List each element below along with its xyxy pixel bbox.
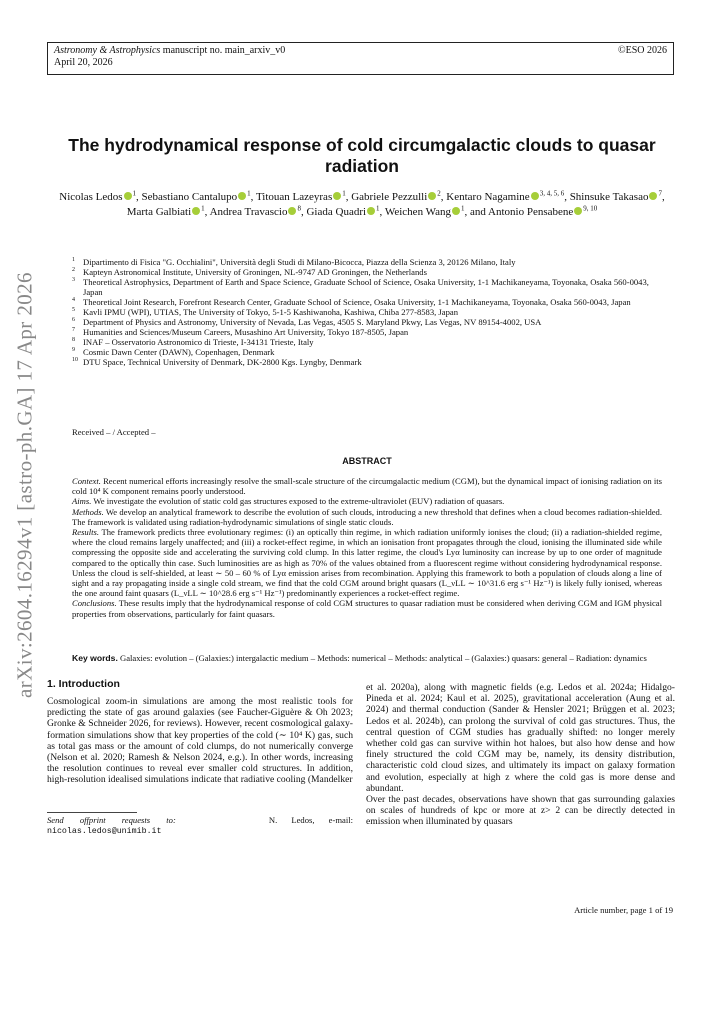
orcid-icon[interactable] — [192, 207, 200, 215]
affiliation-text: Humanities and Sciences/Museum Careers, Musashino Art University, Tokyo 187-8505, Japan — [83, 327, 409, 337]
author — [570, 191, 665, 203]
affiliation-number: 3 — [72, 277, 75, 283]
email-link[interactable]: nicolas.ledos@unimib.it — [47, 827, 162, 836]
author-affiliation-mark: 8 — [297, 204, 301, 213]
methods-label: Methods. — [72, 506, 104, 517]
affiliation-item — [72, 347, 662, 357]
affiliation-text: Cosmic Dawn Center (DAWN), Copenhagen, Denmark — [83, 347, 275, 357]
results-label: Results. — [72, 527, 99, 538]
author-name: Kentaro Nagamine — [446, 191, 530, 203]
author — [210, 206, 307, 218]
author-name: Antonio Pensabene — [488, 206, 574, 218]
affiliation-item — [72, 327, 662, 337]
orcid-icon[interactable] — [452, 207, 460, 215]
affiliation-number: 4 — [72, 297, 75, 303]
author-name: Weichen Wang — [384, 206, 451, 218]
arxiv-stamp-box — [5, 265, 45, 705]
intro-column-right — [366, 682, 675, 828]
footnote-offprint — [47, 815, 353, 837]
affiliation-number: 5 — [72, 307, 75, 313]
affiliation-text: Department of Physics and Astronomy, University of Nevada, Las Vegas, 4505 S. Maryland Pkwy, Las Vegas, NV 89154-4002, USA — [83, 317, 542, 327]
author-separator: , and — [464, 206, 489, 218]
orcid-icon[interactable] — [574, 207, 582, 215]
author-affiliation-mark: 1 — [247, 189, 251, 198]
affiliation-number: 2 — [72, 267, 75, 273]
affiliation-number: 8 — [72, 337, 75, 343]
author — [127, 206, 210, 218]
author — [446, 191, 569, 203]
intro-column-left — [47, 696, 353, 786]
affiliation-list — [72, 257, 662, 367]
author-name: Nicolas Ledos — [59, 191, 123, 203]
page-number: Article number, page 1 of 19 — [574, 905, 673, 915]
author-separator: , — [379, 206, 385, 218]
orcid-icon[interactable] — [649, 192, 657, 200]
author-separator: , — [345, 191, 352, 203]
author — [306, 206, 384, 218]
section-heading-introduction: 1. Introduction — [47, 678, 120, 690]
affiliation-text: Kapteyn Astronomical Institute, University of Groningen, NL-9747 AD Groningen, the Netherlands — [83, 267, 427, 277]
keywords-label: Key words. — [72, 653, 118, 663]
author-affiliation-mark: 7 — [658, 189, 662, 198]
orcid-icon[interactable] — [124, 192, 132, 200]
affiliation-number: 1 — [72, 257, 75, 263]
abstract-heading: ABSTRACT — [342, 456, 392, 466]
author-name: Giada Quadri — [306, 206, 367, 218]
keywords-text: Galaxies: evolution – (Galaxies:) intergalactic medium – Methods: numerical – Methods: analytical – (Galaxies:) quasars: general – Radiation: dynamics — [120, 653, 647, 663]
affiliation-text: Theoretical Joint Research, Forefront Research Center, Graduate School of Science, Osaka University, 1-1 Machikaneyama, Toyonaka, Osaka 560-0043, Japan — [83, 297, 631, 307]
author-separator: , — [661, 191, 665, 203]
affiliation-item — [72, 337, 662, 347]
conclusions-label: Conclusions. — [72, 598, 117, 609]
orcid-icon[interactable] — [238, 192, 246, 200]
affiliation-item — [72, 257, 662, 267]
affiliation-item — [72, 357, 662, 367]
orcid-icon[interactable] — [367, 207, 375, 215]
author-separator: , — [564, 191, 570, 203]
author-affiliation-mark: 1 — [342, 189, 346, 198]
author — [488, 206, 597, 218]
paper-title: The hydrodynamical response of cold circumgalactic clouds to quasar radiation — [68, 135, 656, 176]
header-date: April 20, 2026 — [54, 57, 113, 68]
copyright: ©ESO 2026 — [618, 45, 667, 56]
affiliation-text: DTU Space, Technical University of Denmark, DK-2800 Kgs. Lyngby, Denmark — [83, 357, 362, 367]
keywords — [72, 653, 662, 663]
affiliation-number: 6 — [72, 317, 75, 323]
author — [142, 191, 256, 203]
affiliation-number: 9 — [72, 347, 75, 353]
author-separator: , — [440, 191, 447, 203]
author-separator: , — [204, 206, 210, 218]
affiliation-text: Kavli IPMU (WPI), UTIAS, The University of Tokyo, 5-1-5 Kashiwanoha, Kashiwa, Chiba 277-8583, Japan — [83, 307, 458, 317]
journal-name: Astronomy & Astrophysics — [54, 45, 161, 56]
author-affiliation-mark: 1 — [376, 204, 380, 213]
author-affiliation-mark: 2 — [437, 189, 441, 198]
affiliation-text: Theoretical Astrophysics, Department of Earth and Space Science, Graduate School of Science, Osaka University, 1-1 Machikaneyama, Toyonaka, Osaka 560-0043, Japan — [83, 277, 649, 297]
author-name: Gabriele Pezzulli — [351, 191, 428, 203]
abstract-methods: Methods. We develop an analytical framework to describe the evolution of such clouds, introducing a new threshold that defines when a cloud becomes radiation-shielded. The framework is validated using radiation-hydrodynamic simulations of single static clouds. — [72, 506, 663, 527]
author-affiliation-mark: 1 — [461, 204, 465, 213]
intro-paragraph-2: Over the past decades, observations have shown that gas surrounding galaxies on scales of hundreds of kpc or more at z> 2 can be directly detected in emission when illuminated by quasars — [366, 794, 675, 828]
footnote-rule — [47, 812, 137, 813]
author — [59, 191, 141, 203]
arxiv-stamp: arXiv:2604.16294v1 [astro-ph.GA] 17 Apr 2026 — [12, 272, 37, 698]
aims-label: Aims. — [72, 496, 92, 507]
author-affiliation-mark: 9, 10 — [583, 204, 598, 213]
context-label: Context. — [72, 476, 101, 486]
author-separator: , — [250, 191, 256, 203]
author-affiliation-mark: 1 — [201, 204, 205, 213]
author-name: Andrea Travascio — [209, 206, 288, 218]
author-affiliation-mark: 3, 4, 5, 6 — [539, 189, 565, 198]
author-list — [56, 190, 668, 220]
author-name: Marta Galbiati — [126, 206, 192, 218]
author-separator: , — [136, 191, 142, 203]
offprint-label: Send offprint requests to: — [47, 815, 176, 825]
affiliation-item — [72, 277, 662, 297]
affiliation-text: Dipartimento di Fisica "G. Occhialini", Università degli Studi di Milano-Bicocca, Piazza della Scienza 3, 20126 Milano, Italy — [83, 257, 516, 267]
affiliation-item — [72, 267, 662, 277]
manuscript-header — [47, 42, 674, 75]
abstract-body — [72, 476, 662, 619]
author — [385, 206, 488, 218]
orcid-icon[interactable] — [428, 192, 436, 200]
author — [256, 191, 351, 203]
affiliation-item — [72, 297, 662, 307]
abstract-aims: Aims. We investigate the evolution of static cold gas structures exposed to the extreme-ultraviolet (EUV) radiation of quasars. — [72, 496, 505, 507]
abstract-conclusions: Conclusions. These results imply that the hydrodynamical response of cold CGM structures to quasar radiation must be considered when deriving CGM and IGM physical properties from observations, particularly for faint quasars. — [72, 598, 662, 619]
intro-paragraph-1: Cosmological zoom-in simulations are among the most realistic tools for predicting the state of gas around galaxies (see Faucher-Giguère & Oh 2023; Gronke & Schneider 2026, for reviews). However, recent cosmological galaxy-formation simulations show that key properties of the cold (∼ 10⁴ K) gas, such as total gas mass or the amount of cold clumps, do not numerically converge (Nelson et al. 2020; Ramesh & Nelson 2024, e.g.). In other words, increasing the resolution continues to reveal ever smaller cold structures. In addition, high-resolution idealised simulations indicate that radiative cooling (Mandelker — [47, 696, 353, 786]
abstract-context: Context. Recent numerical efforts increasingly resolve the small-scale structure of the circumgalactic medium (CGM), but the dynamical impact of ionising radiation on its cold 10⁴ K component remains poorly understood. — [72, 476, 662, 497]
affiliation-number: 10 — [72, 357, 78, 363]
orcid-icon[interactable] — [333, 192, 341, 200]
author-name: Sebastiano Cantalupo — [141, 191, 238, 203]
author-name: Shinsuke Takasao — [569, 191, 649, 203]
offprint-name: N. Ledos, e-mail: — [268, 815, 353, 825]
received-line: Received – / Accepted – — [72, 427, 156, 437]
affiliation-item — [72, 317, 662, 327]
orcid-icon[interactable] — [288, 207, 296, 215]
author-separator: , — [300, 206, 307, 218]
affiliation-item — [72, 307, 662, 317]
author — [351, 191, 446, 203]
author-name: Titouan Lazeyras — [255, 191, 333, 203]
intro-paragraph-1-cont: et al. 2020a), along with magnetic fields (e.g. Ledos et al. 2024a; Hidalgo-Pineda et al. 2024; Kaul et al. 2025), gravitational acceleration (Aung et al. 2024) and thermal conduction (Sander & Hensler 2021; Brüggen et al. 2023; Ledos et al. 2024b), can prolong the survival of cold gas structures. Thus, the central question of CGM studies has gradually shifted: no longer merely whether cold gas can survive within hot haloes, but also how dense and how finely structured the cold CGM may be, namely, its density distribution, characteristic cold cloud sizes, and ultimately its impact on galaxy formation and evolution, especially at high z where the cold gas is more dense and abundant. — [366, 682, 675, 794]
affiliation-number: 7 — [72, 327, 75, 333]
orcid-icon[interactable] — [531, 192, 539, 200]
affiliation-text: INAF – Osservatorio Astronomico di Trieste, I-34131 Trieste, Italy — [83, 337, 314, 347]
author-affiliation-mark: 1 — [132, 189, 137, 198]
abstract-results: Results. The framework predicts three evolutionary regimes: (i) an optically thin regime, in which radiation uniformly ionises the cloud; (ii) a radiation-shielded regime, where the cloud remains largely unaffected; and (iii) a rocket-effect regime, in which an ionisation front propagates through the cloud, ionising the illuminated side while compressing the opposite side and accelerating the surviving cold clump. In this latter regime, the cloud's Lyα luminosity can increase by up to one order of magnitude compared to the optically thin case. Such luminosities are as high as 70% of the values obtained from a fluorescent regime without considering hydrodynamical response. Unless the cloud is self-shielded, at least ∼ 50 – 60 % of Lyα emission arises from recombination. Applying this framework to both a population of clouds along a line of sight and a ray propagating inside a single cold stream, we find that the cold CGM around bright quasars (L_νLL ∼ 10^31.6 erg s⁻¹ Hz⁻¹) is likely fully ionised, whereas the one around faint quasars (L_νLL ∼ 10^28.6 erg s⁻¹ Hz⁻¹) predominantly experiences a rocket-effect regime. — [72, 527, 662, 599]
manuscript-id: manuscript no. main_arxiv_v0 — [162, 45, 286, 56]
